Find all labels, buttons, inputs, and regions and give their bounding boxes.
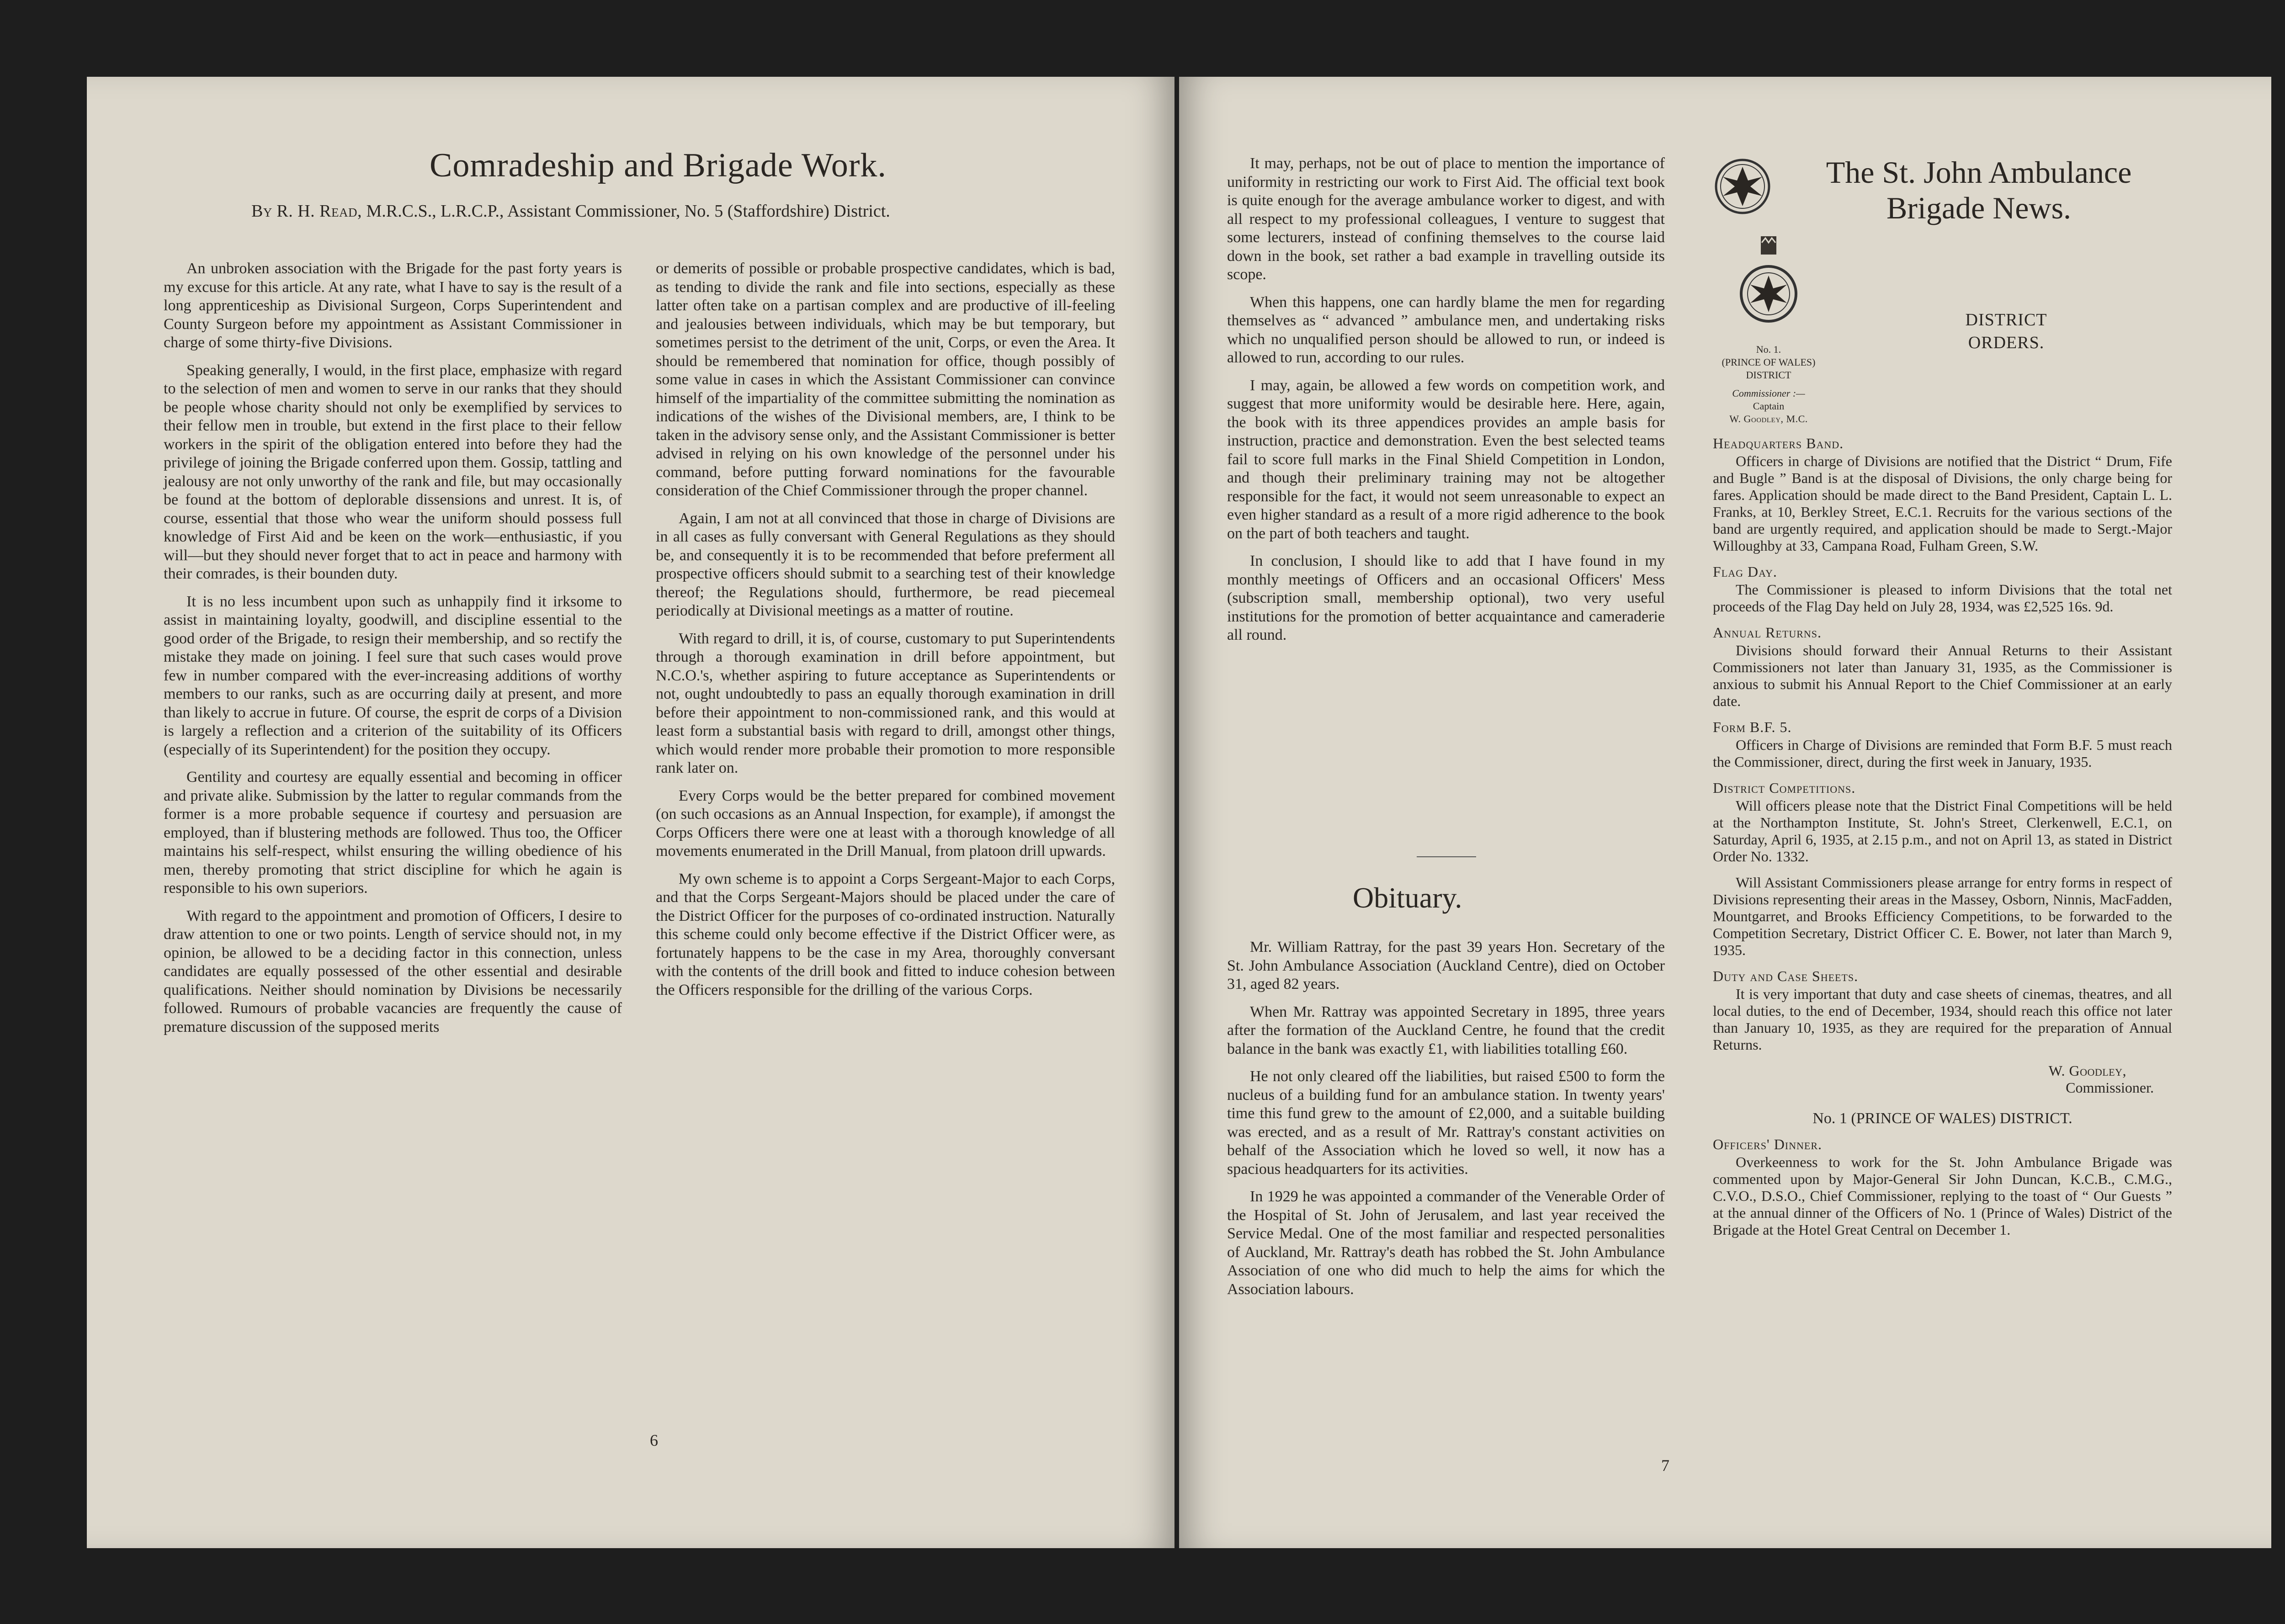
article-column-1 [164,260,622,1046]
badge-line-3: DISTRICT [1746,369,1791,381]
paragraph: With regard to drill, it is, of course, customary to put Superintendents through a thorough examination in drill before appointment, but N.C.O.'s, whether aspiring to future acceptance as Superintendents or not, ought undoubtedly to pass an equally thorough examination in drill before their appointment to non-commissioned rank, and this would at least form a substantial basis with regard to drill, amongst other things, which would render more probable their promotion to more responsible rank later on. [656,630,1115,776]
paragraph: Speaking generally, I would, in the first place, emphasize with regard to the selection of men and women to serve in our ranks that they should be people whose charity should not only be exemplified by services to their fellow men in trouble, but extend in the first place to their fellow workers in the spirit of the obligation entered into before they had the privilege of joining the Brigade conferred upon them. Gossip, tattling and jealousy are not only unworthy of the rank and file, but may occasionally be found at the bottom of deplorable dissensions and unrest. It is, of course, essential that those who wear the uniform should possess full knowledge of First Aid and be keen on the work—enthusiastic, if you will—but they should never forget that to act in peace and harmony with their comrades, is their bounden duty. [164,361,622,582]
district-orders-heading [1910,308,2102,354]
paragraph: He not only cleared off the liabilities, but raised £500 to form the nucleus of a building fund for an ambulance station. In twenty years' time this fund grew to the amount of £2,000, and a suitable building was erected, and as a result of Mr. Rattray's constant activities on behalf of the Association which he loved so well, it now has a spacious headquarters for its activities. [1227,1068,1665,1178]
section-heading: Officers' Dinner. [1713,1136,1823,1152]
paragraph: An unbroken association with the Brigade for the past forty years is my excuse for this article. At any rate, what I have to say is the result of a long apprenticeship as Divisional Surgeon, Corps Superintendent and County Surgeon before my appointment as Assistant Commissioner in charge of some thirty-five Divisions. [164,260,622,351]
byline-prefix: By [251,202,272,221]
st-john-cross-emblem-icon [1713,157,1772,216]
news-masthead-title [1782,154,2175,226]
byline-credentials: M.R.C.S., L.R.C.P., Assistant Commissioner, No. 5 (Staffordshire) District. [366,202,890,221]
badge-commissioner-label: Commissioner :— [1732,387,1805,399]
paragraph: I may, again, be allowed a few words on competition work, and suggest that more uniformity would be desirable here. Here, again, the book with its three appendices provides an ample basis for instruction, practice and demonstration. Even the best selected teams fail to score full marks in the Final Shield Competition in London, and though their preliminary training may not be altogether responsible for the fact, it would not seem unreasonable to expect an even higher standard as a result of a more rigid adherence to the book on the part of both teachers and taught. [1227,377,1665,542]
left-page [87,77,1174,1548]
paragraph: Will officers please note that the District Final Competitions will be held at the Northampton Institute, St. John's Street, Clerkenwell, E.C.1, on Saturday, April 6, 1935, at 2.15 p.m., and not on April 13, as stated in District Order No. 1332. [1713,797,2172,865]
article-byline [251,201,890,221]
section-heading: Form B.F. 5. [1713,719,1792,735]
paragraph: With regard to the appointment and promotion of Officers, I desire to draw attention to one or two points. Length of service should not, in my opinion, be allowed to be a deciding factor in this connection, unless candidates are equally possessed of the other essential and desirable qualifications. Neither should nomination by Divisions be necessarily followed. Rumours of probable vacancies are frequently the cause of premature discussion of the supposed merits [164,907,622,1035]
paragraph: Officers in charge of Divisions are notified that the District “ Drum, Fife and Bugle ” Band is at the disposal of Divisions, the only charge being for fares. Application should be made direct to the Band President, Captain L. L. Franks, at 10, Berkley Street, E.C.1. Recruits for the various sections of the band are urgently required, and application should be made to Sergt.-Major Willoughby at 33, Campana Road, Fulham Green, S.W. [1713,453,2172,554]
district-heading: No. 1 (PRINCE OF WALES) DISTRICT. [1812,1110,2072,1127]
district-badge-caption [1709,343,1828,425]
paragraph: It is very important that duty and case sheets of cinemas, theatres, and all local duties, to the end of December, 1934, should reach this office not later than January 10, 1935, as they are required for the preparation of Annual Returns. [1713,986,2172,1053]
signature-block [1713,1062,2154,1096]
article-title: Comradeship and Brigade Work. [430,147,887,184]
badge-name: W. Goodley, M.C. [1729,413,1808,425]
paragraph: It may, perhaps, not be out of place to mention the importance of uniformity in restricting our work to First Aid. The official text book is quite enough for the average ambulance worker to digest, and with all respect to my professional colleagues, I venture to suggest that some lecturers, instead of confining themselves to the course laid down in the book, set rather a bad example in travelling outside its scope. [1227,155,1665,283]
obituary-title: Obituary. [1353,881,1462,914]
paragraph: or demerits of possible or probable prospective candidates, which is bad, as tending to divide the rank and file into sections, especially as these latter often take on a partisan complex and are productive of ill-feeling and jealousies between individuals, which may be but temporary, but sometimes persist to the detriment of the unit, Corps, or even the Area. It should be remembered that nomination for office, though possibly of some value in cases in which the Assistant Commissioner can convince himself of the impartiality of the committee submitting the nomination as indications of the wishes of the Divisional members, are, I think to be taken in the advisory sense only, and the Assistant Commissioner is better advised in relying on his own knowledge of the personnel under his command, before putting forward nominations for the favourable consideration of the Chief Commissioner through the proper channel. [656,260,1115,499]
badge-line-2: (PRINCE OF WALES) [1722,356,1816,368]
masthead-line-1: The St. John Ambulance [1826,155,2132,190]
paragraph: Will Assistant Commissioners please arrange for entry forms in respect of Divisions representing their areas in the Massey, Osborn, Ninnis, MacFadden, Mountgarret, and Brooks Efficiency Competitions, to be forwarded to the Competition Secretary, District Officer C. E. Bower, not later than March 9, 1935. [1713,874,2172,958]
district-orders-column [1713,432,2172,1247]
section-heading: Duty and Case Sheets. [1713,968,1859,984]
right-page [1179,77,2271,1548]
paragraph: My own scheme is to appoint a Corps Sergeant-Major to each Corps, and that the Corps Sergeant-Majors should be placed under the care of the District Officer for the purposes of co-ordinated instruction. Naturally this scheme could only become effective if the District Officer were, as fortunately happens to be the case in my Area, thoroughly conversant with the contents of the drill book and fitted to induce cohesion between the Officers responsible for the drilling of the various Corps. [656,870,1115,998]
signature-title: Commissioner. [2066,1079,2154,1096]
district-badge-icon [1739,234,1798,340]
badge-rank: Captain [1753,400,1785,412]
paragraph: Mr. William Rattray, for the past 39 years Hon. Secretary of the St. John Ambulance Association (Auckland Centre), died on October 31, aged 82 years. [1227,939,1665,992]
section-heading: Annual Returns. [1713,624,1822,641]
paragraph: Divisions should forward their Annual Returns to their Assistant Commissioners not later than January 31, 1935, as the Commissioner is anxious to submit his Annual Report to the Chief Commissioner at an early date. [1713,642,2172,709]
district-orders-line-1: DISTRICT [1965,310,2047,329]
byline-author: R. H. Read, [276,202,362,221]
page-number: 7 [1661,1456,1669,1475]
section-heading: Flag Day. [1713,563,1777,580]
paragraph: In 1929 he was appointed a commander of the Venerable Order of the Hospital of St. John of Jerusalem, and last year received the Service Medal. One of the most familiar and respected personalities of Auckland, Mr. Rattray's death has robbed the St. John Ambulance Association of one who did much to help the aims for which the Association labours. [1227,1188,1665,1298]
paragraph: It is no less incumbent upon such as unhappily find it irksome to assist in maintaining loyalty, goodwill, and discipline essential to the good order of the Brigade, to resign their membership, and so rectify the mistake they made on joining. I feel sure that such cases would prove few in number compared with the ever-increasing additions of worthy members to our ranks, such as are occurring daily at present, and more than likely to accrue in future. Of course, the esprit de corps of a Division is largely a reflection and a criterion of the suitability of its Officers (especially of its Superintendent) for the position they occupy. [164,593,622,758]
district-orders-line-2: ORDERS. [1968,333,2045,352]
masthead-line-2: Brigade News. [1886,191,2072,225]
page-number: 6 [650,1431,658,1449]
section-divider [1417,856,1476,857]
paragraph: Officers in Charge of Divisions are reminded that Form B.F. 5 must reach the Commissioner, direct, during the first week in January, 1935. [1713,737,2172,770]
article-column-2 [656,260,1115,1008]
article-continuation-column [1227,154,1665,654]
paragraph: In conclusion, I should like to add that I have found in my monthly meetings of Officers and an occasional Officers' Mess (subscription small, membership optional), two very useful institutions for the promotion of better acquaintance and cameraderie all round. [1227,552,1665,643]
paragraph: Every Corps would be the better prepared for combined movement (on such occasions as an Annual Inspection, for example), if amongst the Corps Officers there were one at least with a thorough knowledge of all movements enumerated in the Drill Manual, from platoon drill upwards. [656,787,1115,860]
paragraph: When this happens, one can hardly blame the men for regarding themselves as “ advanced ” ambulance men, and undertaking risks which no unqualified person should be allowed to run, or indeed is allowed to run, according to our rules. [1227,293,1665,366]
section-heading: Headquarters Band. [1713,435,1844,451]
paragraph: When Mr. Rattray was appointed Secretary in 1895, three years after the formation of the Auckland Centre, he found that the credit balance in the bank was exactly £1, with liabilities totalling £60. [1227,1003,1665,1057]
paragraph: The Commissioner is pleased to inform Divisions that the total net proceeds of the Flag Day held on July 28, 1934, was £2,525 16s. 9d. [1713,581,2172,615]
paragraph: Again, I am not at all convinced that those in charge of Divisions are in all cases as fully conversant with General Regulations as they should be, and consequently it is to be recommended that before preferment all prospective officers should submit to a searching test of their knowledge thereof; the Regulations should, furthermore, be read piecemeal periodically at Divisional meetings as a matter of routine. [656,509,1115,619]
section-heading: District Competitions. [1713,780,1856,796]
paragraph: Overkeenness to work for the St. John Ambulance Brigade was commented upon by Major-General Sir John Duncan, K.C.B., C.M.G., C.V.O., D.S.O., Chief Commissioner, replying to the toast of “ Our Guests ” at the annual dinner of the Officers of No. 1 (Prince of Wales) District of the Brigade at the Hotel Great Central on December 1. [1713,1154,2172,1238]
obituary-column [1227,938,1665,1308]
badge-line-1: No. 1. [1756,344,1781,355]
signature-name: W. Goodley, [2048,1062,2126,1079]
paragraph: Gentility and courtesy are equally essential and becoming in officer and private alike. Submission by the latter to regular commands from the former is a more probable sequence if courtesy and persuasion are employed, than if blustering methods are followed. Thus too, the Officer maintains his self-respect, whilst ensuring the willing obedience of his men, thereby promoting that strict discipline for which he again is responsible to his own superiors. [164,769,622,897]
